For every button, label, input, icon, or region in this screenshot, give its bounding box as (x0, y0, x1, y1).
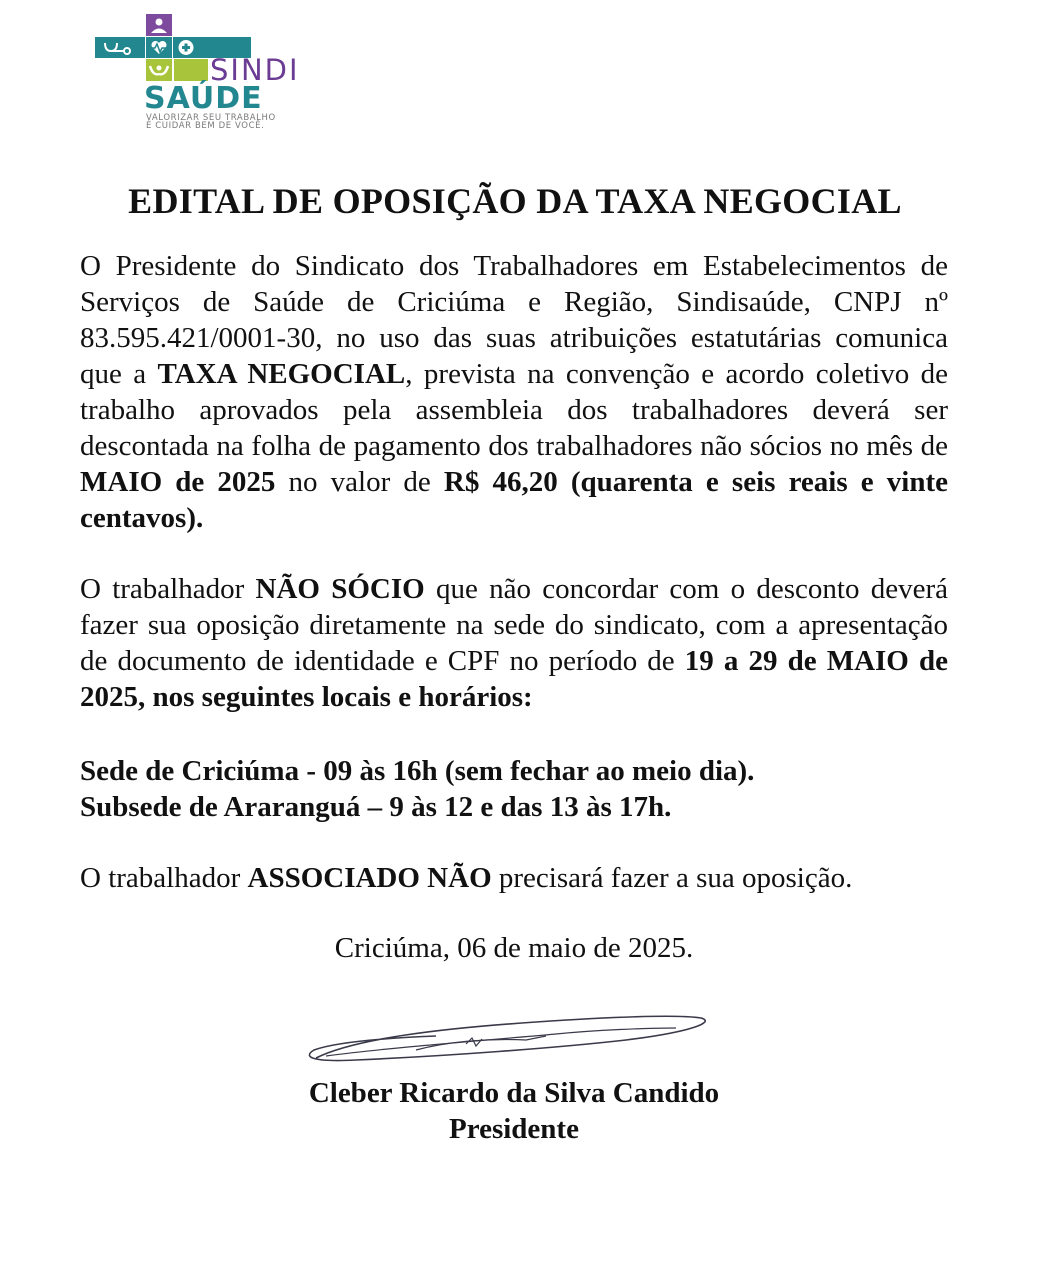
paragraph-opposition-instructions (80, 571, 948, 715)
bold-run: MAIO de 2025 (80, 466, 276, 498)
logo-word-sindi: SINDI (210, 53, 300, 87)
bold-run: TAXA NEGOCIAL (157, 358, 406, 390)
document-title: EDITAL DE OPOSIÇÃO DA TAXA NEGOCIAL (128, 181, 902, 221)
logo-tagline-line2: É CUIDAR BEM DE VOCÊ. (146, 121, 265, 131)
paragraph-associates (80, 860, 980, 896)
signature-scribble (296, 998, 716, 1078)
text-run: O trabalhador (80, 862, 248, 894)
paragraph-announcement (80, 248, 948, 536)
location-ararangua: Subsede de Araranguá – 9 às 12 e das 13 às 17h. (80, 791, 672, 823)
bold-run: R$ 46,20 (quarenta e seis reais e vinte centavos). (80, 466, 948, 534)
signer-name: Cleber Ricardo da Silva Candido (308, 1077, 720, 1109)
bold-run: NÃO SÓCIO (255, 573, 425, 605)
bold-run: ASSOCIADO NÃO (247, 862, 492, 894)
sindisaude-logo (92, 10, 362, 135)
text-run: O trabalhador (80, 573, 256, 605)
logo-word-saude: SAÚDE (144, 81, 263, 116)
document-date: Criciúma, 06 de maio de 2025. (334, 932, 694, 964)
bold-run: 19 a 29 de MAIO de 2025, nos seguintes locais e horários: (80, 645, 948, 713)
logo-tagline-line1: VALORIZAR SEU TRABALHO (146, 113, 276, 123)
text-run: precisará fazer a sua oposição. (491, 862, 853, 894)
text-run: O Presidente do Sindicato dos Trabalhadores em Estabelecimentos de Serviços de Saúde de Criciúma e Região, Sindisaúde, CNPJ nº 83.595.421/0001-30, no uso das suas atribuições estatutárias comunica que a (80, 250, 948, 390)
location-criciuma: Sede de Criciúma - 09 às 16h (sem fechar ao meio dia). (80, 755, 755, 787)
text-run: que não concordar com o desconto deverá fazer sua oposição diretamente na sede do sindicato, com a apresentação de documento de identidade e CPF no período de (80, 573, 948, 677)
text-run: no valor de (275, 466, 444, 498)
logo-tagline (146, 114, 276, 130)
signer-role: Presidente (449, 1113, 579, 1145)
text-run: , prevista na convenção e acordo coletivo de trabalho aprovados pela assembleia dos trabalhadores deverá ser descontada na folha de pagamento dos trabalhadores não sócios no mês de (80, 358, 948, 462)
